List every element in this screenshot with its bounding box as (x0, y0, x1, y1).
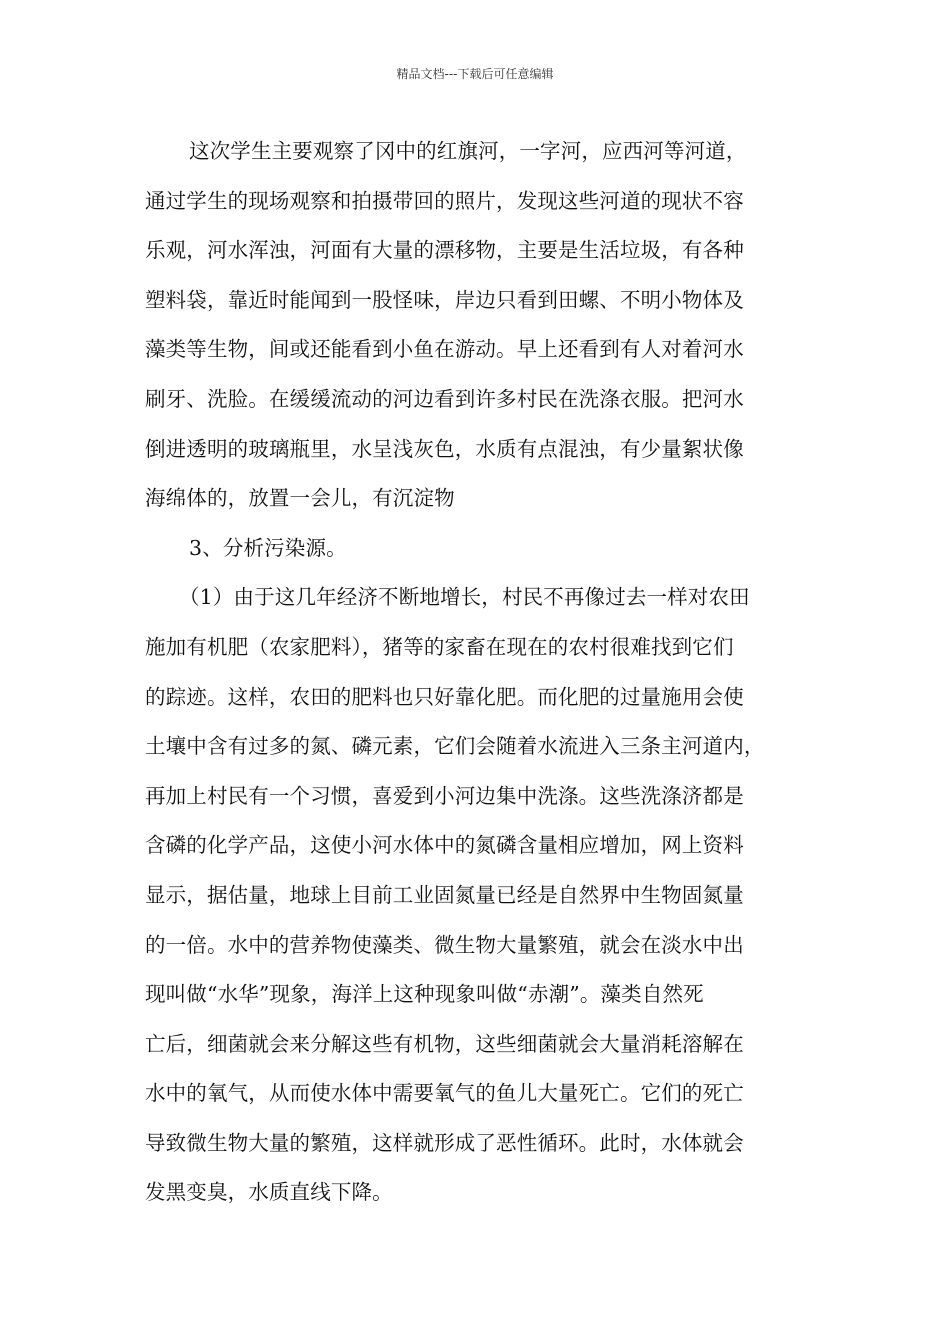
document-body (145, 131, 827, 1222)
paragraph-2-line-12: 导致微生物大量的繁殖，这样就形成了恶性循环。此时，水体就会 (145, 1130, 744, 1155)
paragraph-1-line-4: 塑料袋，靠近时能闻到一股怪味，岸边只看到田螺、不明小物体及 (145, 287, 744, 312)
paragraph-2-line-2: 施加有机肥（农家肥料），猪等的家畜在现在的农村很难找到它们 (145, 634, 734, 659)
paragraph-2-line-11: 水中的氧气，从而使水体中需要氧气的鱼儿大量死亡。它们的死亡 (145, 1081, 744, 1106)
section-heading: 3、分析污染源。 (189, 535, 347, 560)
paragraph-2-line-8: 的一倍。水中的营养物使藻类、微生物大量繁殖，就会在淡水中出 (145, 932, 744, 957)
paragraph-2-line-7: 显示，据估量，地球上目前工业固氮量已经是自然界中生物固氮量 (145, 882, 744, 907)
paragraph-1-line-1: 这次学生主要观察了冈中的红旗河，一字河，应西河等河道， (189, 139, 747, 163)
paragraph-1-line-5: 藻类等生物，间或还能看到小鱼在游动。早上还看到有人对着河水 (145, 337, 744, 362)
paragraph-2-line-6: 含磷的化学产品，这使小河水体中的氮磷含量相应增加，网上资料 (145, 833, 744, 858)
paragraph-2-line-3: 的踪迹。这样，农田的肥料也只好靠化肥。而化肥的过量施用会使 (145, 684, 744, 709)
paragraph-1-line-8: 海绵体的，放置一会儿，有沉淀物 (145, 486, 455, 511)
paragraph-1-line-7: 倒进透明的玻璃瓶里，水呈浅灰色，水质有点混浊，有少量絮状像 (145, 436, 744, 461)
paragraph-2-line-9: 现叫做“水华”现象，海洋上这种现象叫做“赤潮”。藻类自然死 (145, 982, 704, 1007)
paragraph-1-line-3: 乐观，河水浑浊，河面有大量的漂移物，主要是生活垃圾，有各种 (145, 238, 744, 263)
paragraph-1-line-2: 通过学生的现场观察和拍摄带回的照片，发现这些河道的现状不容 (145, 188, 744, 213)
paragraph-2-line-4: 土壤中含有过多的氮、磷元素，它们会随着水流进入三条主河道内， (145, 734, 765, 759)
paragraph-2-line-10: 亡后，细菌就会来分解这些有机物，这些细菌就会大量消耗溶解在 (145, 1031, 744, 1056)
paragraph-1-line-6: 刷牙、洗脸。在缓缓流动的河边看到许多村民在洗涤衣服。把河水 (145, 386, 744, 411)
page-header: 精品文档---下载后可任意编辑 (396, 67, 554, 81)
paragraph-2-line-1: （1）由于这几年经济不断地增长，村民不再像过去一样对农田 (179, 585, 750, 610)
paragraph-2-line-13: 发黑变臭，水质直线下降。 (145, 1180, 393, 1205)
paragraph-2-line-5: 再加上村民有一个习惯，喜爱到小河边集中洗涤。这些洗涤济都是 (145, 783, 744, 808)
